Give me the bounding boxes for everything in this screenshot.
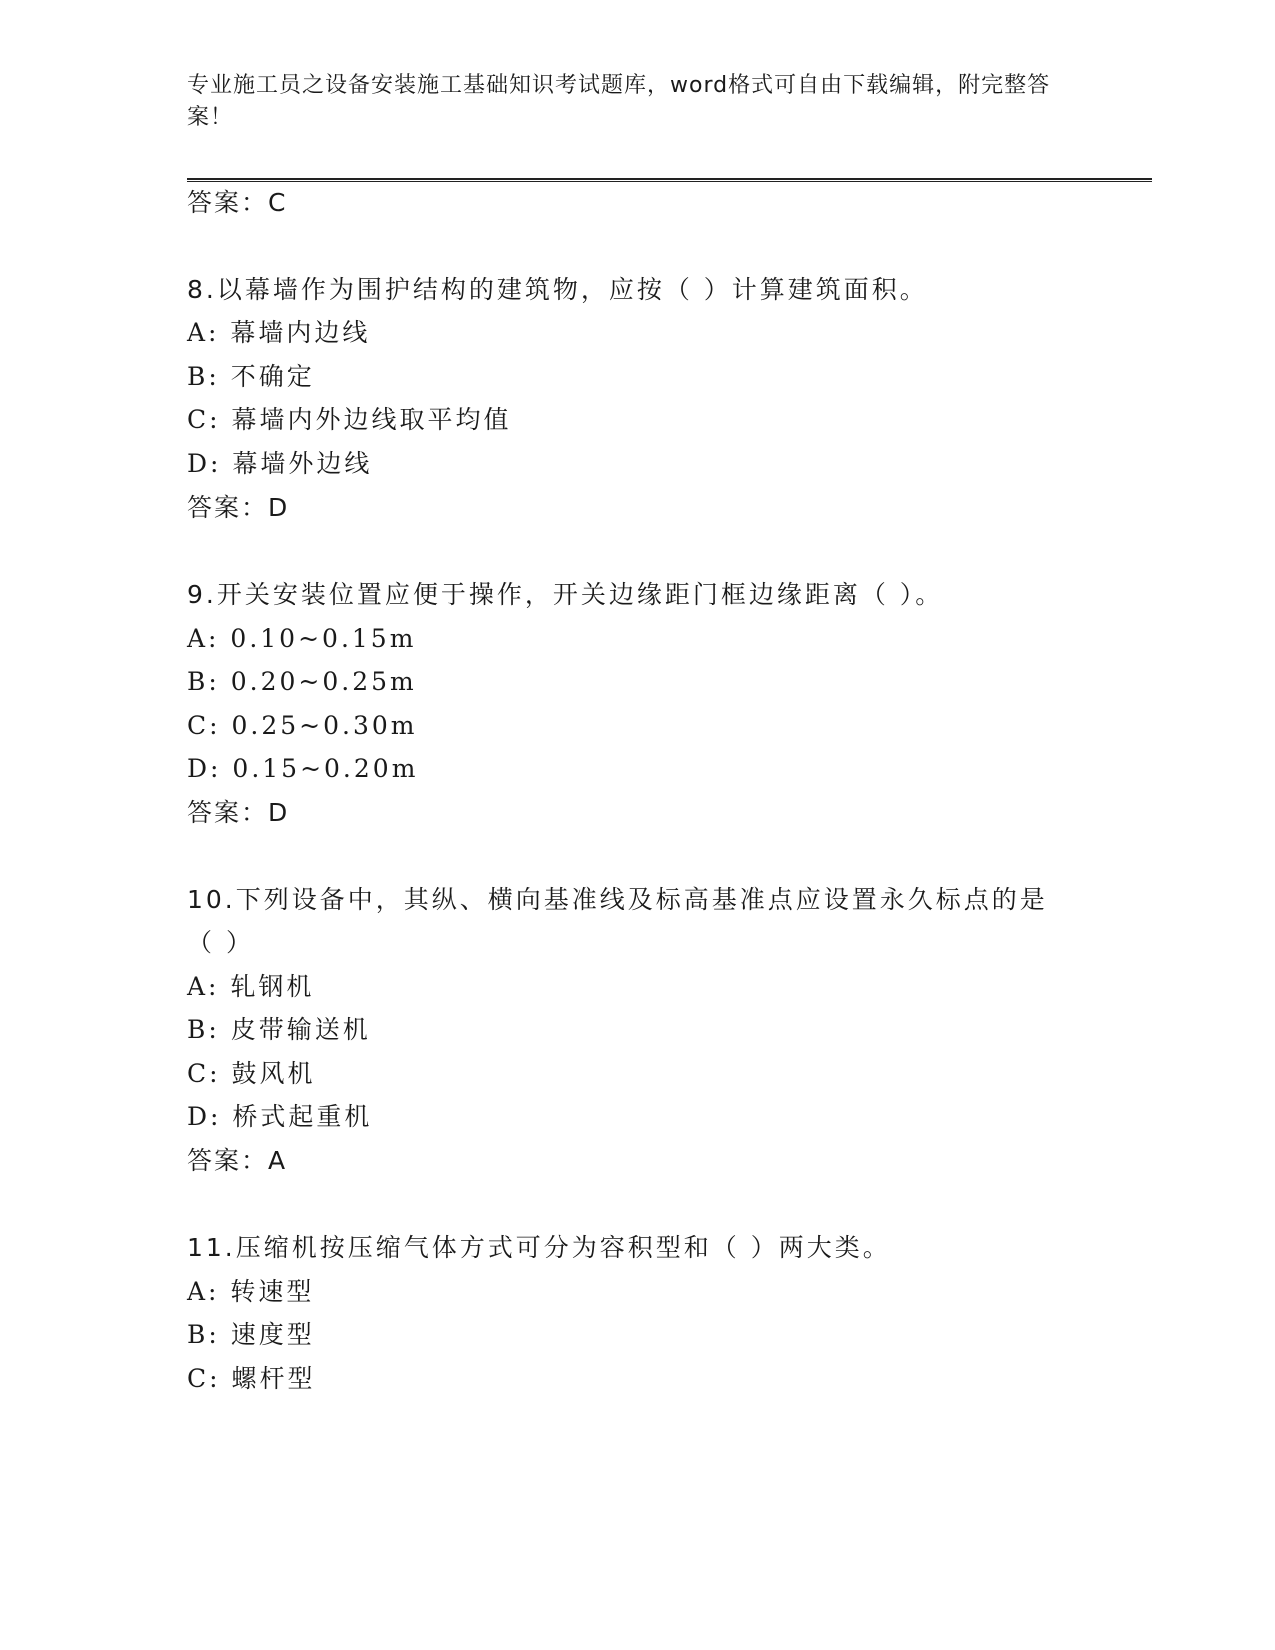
- document-header: 专业施工员之设备安装施工基础知识考试题库，word格式可自由下载编辑，附完整答案！: [187, 73, 1051, 130]
- question-11-option-c: C: 螺杆型: [187, 1364, 316, 1393]
- question-9-stem: 9.开关安装位置应便于操作，开关边缘距门框边缘距离（ ）。: [187, 580, 944, 609]
- question-10-option-d: D: 桥式起重机: [187, 1102, 373, 1131]
- question-10-option-a: A: 轧钢机: [187, 972, 315, 1001]
- question-9-option-b: B: 0.20~0.25m: [187, 667, 417, 696]
- question-8-option-c: C: 幕墙内外边线取平均值: [187, 405, 512, 434]
- question-8-stem: 8.以幕墙作为围护结构的建筑物，应按（ ）计算建筑面积。: [187, 275, 928, 304]
- question-9-option-d: D: 0.15~0.20m: [187, 754, 419, 783]
- question-10-answer: 答案：A: [187, 1146, 288, 1175]
- question-11-option-b: B: 速度型: [187, 1320, 315, 1349]
- header-divider: [187, 178, 1152, 182]
- answer-prev: 答案：C: [187, 188, 288, 217]
- question-9-answer: 答案：D: [187, 798, 290, 827]
- question-9-option-a: A: 0.10~0.15m: [187, 624, 417, 653]
- question-10-stem-line1: 10.下列设备中，其纵、横向基准线及标高基准点应设置永久标点的是: [187, 885, 1048, 914]
- question-10-option-b: B: 皮带输送机: [187, 1015, 371, 1044]
- question-11-stem: 11.压缩机按压缩气体方式可分为容积型和（ ）两大类。: [187, 1233, 891, 1262]
- question-8-option-b: B: 不确定: [187, 362, 315, 391]
- question-11-option-a: A: 转速型: [187, 1277, 315, 1306]
- question-8-answer: 答案：D: [187, 493, 290, 522]
- question-10-option-c: C: 鼓风机: [187, 1059, 316, 1088]
- question-8-option-d: D: 幕墙外边线: [187, 449, 373, 478]
- question-10-stem-line2: （ ）: [187, 928, 254, 957]
- question-9-option-c: C: 0.25~0.30m: [187, 711, 418, 740]
- question-8-option-a: A: 幕墙内边线: [187, 318, 371, 347]
